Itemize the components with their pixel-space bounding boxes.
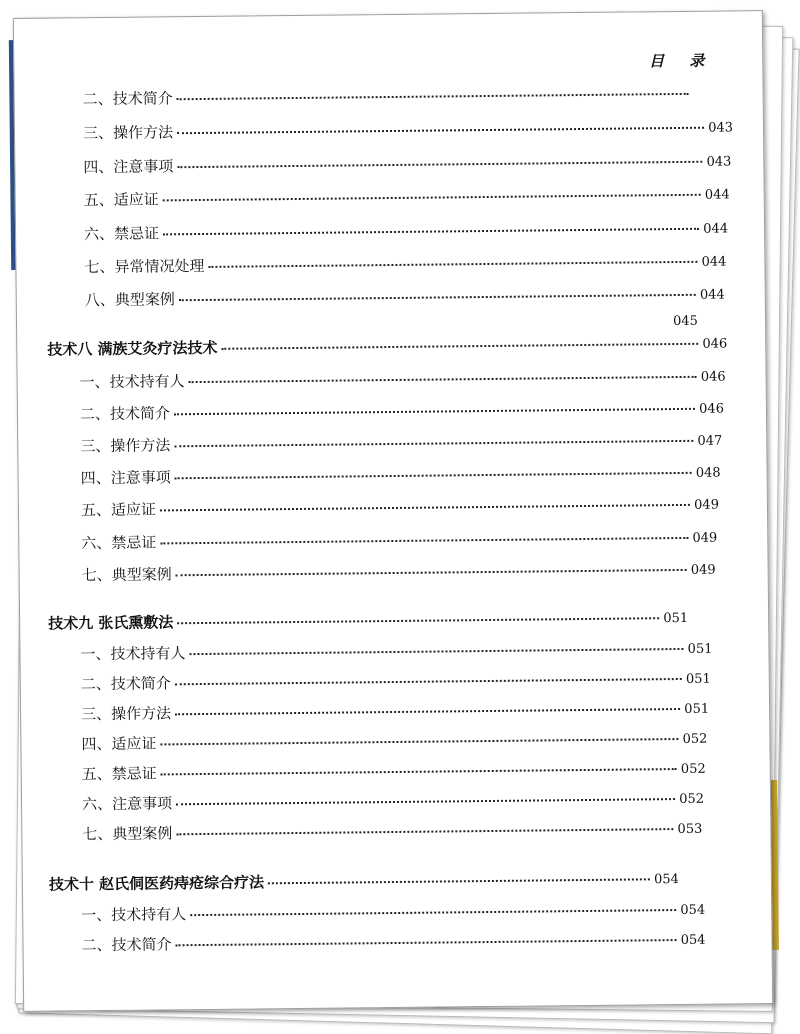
leader-dots [175, 677, 682, 685]
leader-dots [176, 827, 673, 835]
toc-entry-page: 053 [677, 821, 703, 838]
toc-chapter-10[interactable] [49, 867, 679, 895]
toc-entry[interactable] [80, 397, 724, 425]
toc-entry-label: 七、典型案例 [82, 824, 173, 844]
toc-entry-label: 六、禁忌证 [81, 533, 157, 553]
toc-entry-label: 五、禁忌证 [81, 764, 157, 784]
chapter-title: 技术十 赵氏侗医药痔疮综合疗法 [48, 873, 265, 894]
toc-entry[interactable] [80, 429, 722, 457]
toc-entry-page: 046 [700, 369, 726, 385]
toc-entry[interactable] [85, 283, 725, 311]
leader-dots [160, 737, 678, 745]
leader-dots [179, 293, 696, 301]
toc-entry-page: 044 [704, 187, 730, 203]
toc-entry[interactable] [82, 757, 706, 785]
toc-entry[interactable] [80, 365, 726, 393]
toc-entry-label: 四、注意事项 [80, 468, 171, 488]
leader-dots [163, 193, 701, 202]
toc-entry-label: 四、注意事项 [83, 157, 174, 177]
leader-dots [160, 536, 688, 545]
toc-entry[interactable] [82, 817, 702, 844]
leader-dots [208, 260, 697, 268]
toc-entry[interactable] [82, 558, 716, 586]
toc-entry[interactable] [81, 727, 707, 755]
toc-entry[interactable] [83, 115, 733, 143]
toc-entry[interactable] [82, 787, 704, 815]
leader-dots [177, 92, 689, 100]
toc-entry-label: 五、适应证 [80, 500, 157, 520]
leader-dots [160, 503, 690, 512]
leader-dots [222, 342, 699, 350]
toc-entry-label: 三、操作方法 [82, 123, 174, 143]
leader-dots [177, 616, 659, 624]
leader-dots [174, 407, 695, 415]
toc-entry-label: 二、技术简介 [81, 935, 172, 955]
toc-entry-page: 051 [687, 641, 713, 657]
toc-entry-label: 四、适应证 [81, 734, 157, 754]
toc-entry-label: 二、技术简介 [79, 404, 171, 424]
toc-entry[interactable] [83, 82, 693, 109]
toc-entry-page: 052 [679, 791, 705, 808]
toc-entry[interactable] [81, 697, 709, 725]
toc-entry-label: 一、技术持有人 [80, 644, 186, 664]
page-header-title: 目 录 [648, 51, 715, 71]
toc-entry[interactable] [81, 667, 711, 695]
leader-dots [189, 375, 697, 383]
toc-entry-page: 043 [708, 120, 734, 136]
table-of-contents [14, 11, 772, 1011]
toc-entry[interactable] [84, 182, 730, 210]
toc-entry[interactable] [83, 149, 731, 177]
leader-dots [176, 568, 687, 576]
toc-entry-label: 五、适应证 [83, 190, 159, 210]
leader-dots [161, 767, 677, 775]
toc-entry-page: 044 [699, 287, 725, 303]
toc-entry-page: 051 [685, 671, 711, 687]
toc-entry-page: 049 [690, 562, 716, 578]
chapter-page: 054 [653, 872, 679, 888]
toc-entry-page: 044 [703, 221, 729, 237]
toc-entry-label: 三、操作方法 [81, 704, 172, 724]
toc-entry[interactable] [81, 461, 721, 489]
leader-dots [189, 647, 683, 655]
chapter-title: 技术八 满族艾灸疗法技术 [47, 338, 218, 359]
chapter-page: 046 [702, 336, 728, 352]
toc-entry-page: 052 [682, 731, 708, 747]
toc-entry-label: 一、技术持有人 [79, 372, 185, 392]
toc-page [13, 10, 773, 1012]
toc-entry[interactable] [81, 526, 717, 554]
leader-dots [175, 707, 680, 715]
leader-dots [175, 471, 692, 479]
toc-entry-label: 七、异常情况处理 [84, 256, 205, 277]
toc-entry-label: 六、禁忌证 [83, 224, 160, 244]
toc-entry[interactable] [84, 216, 728, 244]
toc-entry-label: 八、典型案例 [84, 290, 175, 310]
chapter-title: 技术九 张氏熏敷法 [48, 613, 174, 633]
leader-dots [163, 227, 699, 236]
toc-chapter-9[interactable] [48, 606, 688, 634]
toc-entry-label: 二、技术简介 [82, 89, 173, 109]
toc-entry-page: 048 [695, 465, 721, 481]
toc-entry-label: 三、操作方法 [80, 436, 171, 456]
toc-page-number: 045 [672, 313, 698, 330]
toc-entry[interactable] [81, 493, 719, 521]
leader-dots [174, 439, 693, 447]
toc-entry-page: 046 [699, 401, 725, 417]
leader-dots [177, 126, 704, 135]
chapter-page: 051 [663, 610, 689, 627]
toc-entry-label: 七、典型案例 [81, 565, 172, 585]
leader-dots [176, 938, 677, 946]
toc-entry-page: 051 [684, 701, 710, 717]
leader-dots [177, 160, 702, 168]
toc-entry-label: 二、技术简介 [80, 674, 171, 694]
toc-entry-label: 一、技术持有人 [81, 905, 187, 925]
leader-dots [190, 908, 676, 916]
toc-entry-page: 054 [680, 932, 706, 949]
toc-entry-label: 六、注意事项 [81, 794, 173, 814]
toc-entry-page: 054 [680, 902, 706, 919]
toc-entry[interactable] [81, 928, 705, 956]
toc-entry-page: 044 [701, 254, 727, 270]
toc-entry[interactable] [80, 637, 712, 665]
toc-entry-page: 049 [694, 497, 720, 513]
toc-entry-page: 047 [697, 433, 723, 449]
leader-dots [176, 797, 675, 805]
toc-entry-page: 043 [706, 154, 732, 170]
leader-dots [268, 877, 650, 884]
toc-entry-page: 052 [680, 761, 706, 777]
toc-entry[interactable] [84, 249, 726, 277]
toc-entry[interactable] [81, 898, 705, 926]
toc-chapter-8[interactable] [47, 331, 727, 359]
toc-entry-page: 049 [692, 530, 718, 546]
